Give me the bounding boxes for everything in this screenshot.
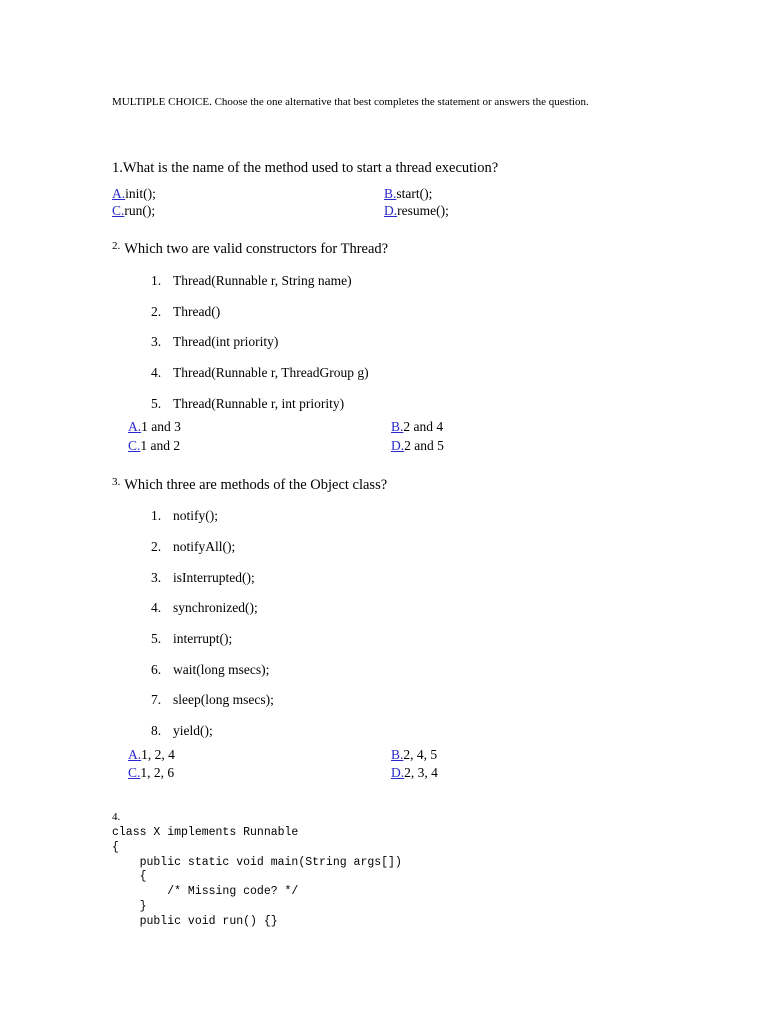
q1-option-b-letter[interactable]: B. bbox=[384, 186, 397, 201]
question-3 bbox=[112, 476, 387, 494]
q2-option-d-text: 2 and 5 bbox=[404, 438, 444, 453]
q3-option-b-text: 2, 4, 5 bbox=[403, 747, 438, 762]
q3-item-text: yield(); bbox=[173, 723, 213, 738]
q2-option-d[interactable] bbox=[391, 438, 444, 454]
q3-option-b-letter[interactable]: B. bbox=[391, 747, 404, 762]
q3-item-number: 5. bbox=[151, 631, 162, 646]
q3-item-number: 2. bbox=[151, 539, 162, 554]
q3-item-number: 4. bbox=[151, 600, 162, 615]
q3-option-d[interactable] bbox=[391, 765, 438, 781]
q2-option-a-letter[interactable]: A. bbox=[128, 419, 142, 434]
q3-item bbox=[151, 723, 213, 739]
question-2-number: 2. bbox=[112, 240, 121, 252]
question-4-number: 4. bbox=[112, 811, 121, 823]
q2-item bbox=[151, 334, 278, 350]
q3-option-a-letter[interactable]: A. bbox=[128, 747, 142, 762]
q2-option-b-text: 2 and 4 bbox=[403, 419, 444, 434]
question-2 bbox=[112, 240, 388, 258]
q2-item-text: Thread() bbox=[173, 304, 221, 319]
question-3-number: 3. bbox=[112, 476, 121, 488]
code-line: { bbox=[112, 870, 147, 884]
instructions: MULTIPLE CHOICE. Choose the one alternative that best completes the statement or answers the question. bbox=[112, 96, 589, 108]
q3-option-c-text: 1, 2, 6 bbox=[140, 765, 175, 780]
q2-option-a[interactable] bbox=[128, 419, 181, 435]
q3-option-a[interactable] bbox=[128, 747, 175, 763]
q3-item-number: 3. bbox=[151, 570, 162, 585]
q2-item-text: Thread(Runnable r, ThreadGroup g) bbox=[173, 365, 369, 380]
q1-option-a-text: init(); bbox=[125, 186, 156, 201]
q2-item bbox=[151, 365, 369, 381]
code-line: } bbox=[112, 899, 147, 913]
q3-item-number: 7. bbox=[151, 692, 162, 707]
code-line: public void run() {} bbox=[112, 914, 278, 928]
q2-item-text: Thread(Runnable r, int priority) bbox=[173, 396, 345, 411]
q2-option-d-letter[interactable]: D. bbox=[391, 438, 405, 453]
code-line: { bbox=[112, 840, 119, 854]
q1-option-d-letter[interactable]: D. bbox=[384, 203, 398, 218]
q3-item bbox=[151, 508, 218, 524]
q2-option-a-text: 1 and 3 bbox=[141, 419, 181, 434]
q3-item-text: interrupt(); bbox=[173, 631, 233, 646]
code-block bbox=[112, 826, 402, 930]
q2-item-number: 5. bbox=[151, 396, 162, 411]
q3-option-c-letter[interactable]: C. bbox=[128, 765, 141, 780]
question-3-text: Which three are methods of the Object class? bbox=[124, 477, 388, 493]
q3-item bbox=[151, 539, 235, 555]
q3-item bbox=[151, 600, 258, 616]
q1-option-c-letter[interactable]: C. bbox=[112, 203, 125, 218]
q2-item-number: 1. bbox=[151, 273, 162, 288]
q2-option-b[interactable] bbox=[391, 419, 443, 435]
q2-option-b-letter[interactable]: B. bbox=[391, 419, 404, 434]
q2-item-number: 2. bbox=[151, 304, 162, 319]
q3-item-number: 1. bbox=[151, 508, 162, 523]
q1-option-b[interactable] bbox=[384, 186, 432, 202]
q1-option-a-letter[interactable]: A. bbox=[112, 186, 126, 201]
q3-option-b[interactable] bbox=[391, 747, 437, 763]
q1-option-a[interactable] bbox=[112, 186, 156, 202]
q3-item-text: notify(); bbox=[173, 508, 218, 523]
q3-item-text: sleep(long msecs); bbox=[173, 692, 274, 707]
q3-option-a-text: 1, 2, 4 bbox=[141, 747, 175, 762]
q3-item-text: synchronized(); bbox=[173, 600, 258, 615]
q2-item bbox=[151, 273, 352, 289]
q2-item-text: Thread(Runnable r, String name) bbox=[173, 273, 352, 288]
q3-item-text: isInterrupted(); bbox=[173, 570, 255, 585]
q2-item-number: 4. bbox=[151, 365, 162, 380]
code-line: class X implements Runnable bbox=[112, 826, 299, 839]
q2-item bbox=[151, 396, 344, 412]
q2-item-number: 3. bbox=[151, 334, 162, 349]
q2-option-c-letter[interactable]: C. bbox=[128, 438, 141, 453]
code-line: public static void main(String args[]) bbox=[112, 855, 402, 869]
q2-option-c-text: 1 and 2 bbox=[140, 438, 181, 453]
q1-option-d[interactable] bbox=[384, 203, 449, 219]
q1-option-b-text: start(); bbox=[396, 186, 433, 201]
q3-item-number: 8. bbox=[151, 723, 162, 738]
q3-option-c[interactable] bbox=[128, 765, 174, 781]
code-line: /* Missing code? */ bbox=[112, 885, 299, 899]
q1-option-c[interactable] bbox=[112, 203, 155, 219]
q1-option-c-text: run(); bbox=[124, 203, 156, 218]
q2-option-c[interactable] bbox=[128, 438, 180, 454]
question-2-text: Which two are valid constructors for Thread? bbox=[124, 241, 389, 257]
q3-item bbox=[151, 631, 232, 647]
question-1-text: 1.What is the name of the method used to start a thread execution? bbox=[112, 160, 499, 176]
q3-item bbox=[151, 570, 255, 586]
q3-item bbox=[151, 692, 274, 708]
q2-item bbox=[151, 304, 220, 320]
q3-option-d-text: 2, 3, 4 bbox=[404, 765, 438, 780]
q3-item-number: 6. bbox=[151, 662, 162, 677]
q3-item-text: wait(long msecs); bbox=[173, 662, 270, 677]
q3-item bbox=[151, 662, 269, 678]
q2-item-text: Thread(int priority) bbox=[173, 334, 279, 349]
q1-option-d-text: resume(); bbox=[397, 203, 449, 218]
q3-item-text: notifyAll(); bbox=[173, 539, 236, 554]
q3-option-d-letter[interactable]: D. bbox=[391, 765, 405, 780]
